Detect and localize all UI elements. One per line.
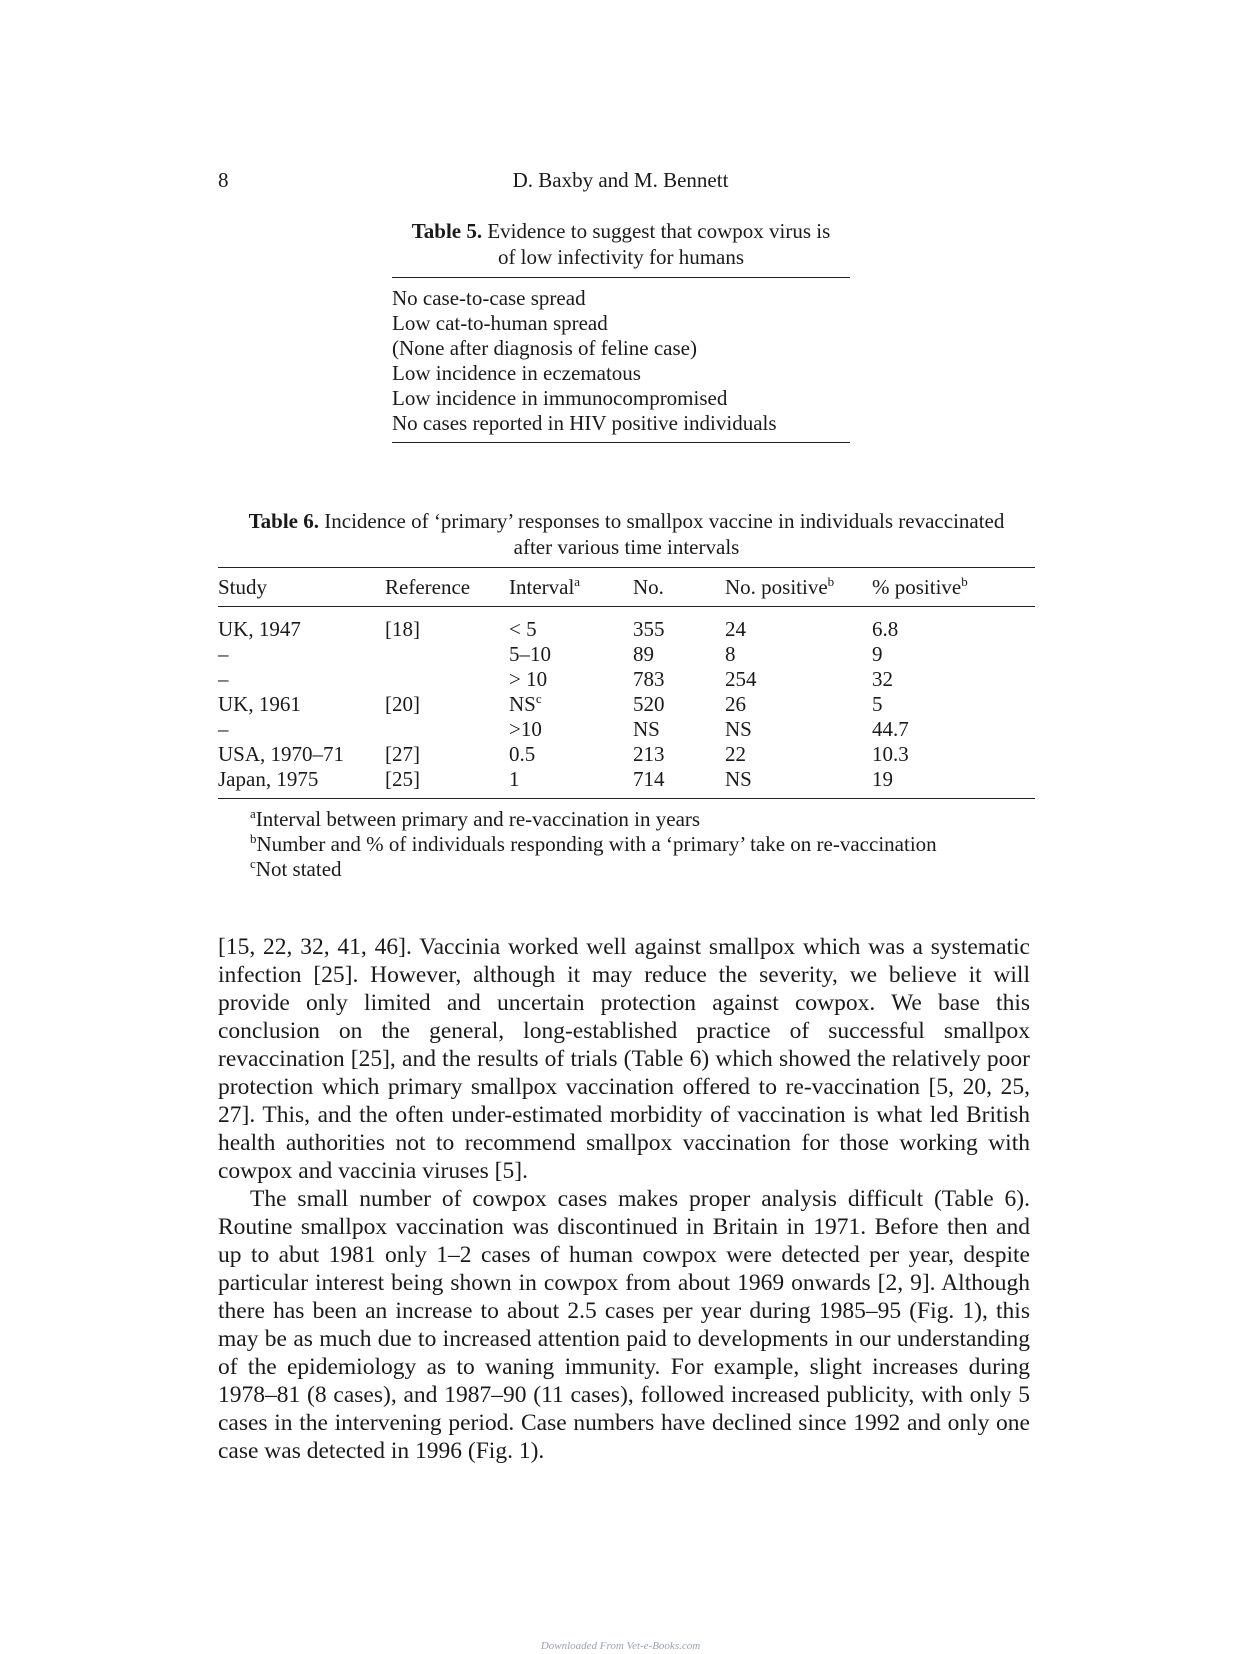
list-item: Low cat-to-human spread bbox=[392, 311, 608, 335]
cell-study bbox=[218, 692, 385, 717]
cell-study-text: UK, 1961 bbox=[218, 692, 301, 716]
table-row bbox=[218, 642, 1035, 667]
cell-no-positive-text: 24 bbox=[725, 617, 746, 641]
cell-no-positive bbox=[725, 742, 872, 767]
cell-interval-text: 1 bbox=[509, 767, 520, 791]
table-6-caption-line2: after various time intervals bbox=[513, 535, 740, 559]
footnote-mark: c bbox=[250, 856, 256, 871]
table-row bbox=[218, 692, 1035, 717]
cell-pct-positive bbox=[872, 767, 1035, 799]
list-item: Low incidence in immunocompromised bbox=[392, 386, 728, 410]
cell-no-text: 89 bbox=[633, 642, 654, 666]
list-item: Low incidence in eczematous bbox=[392, 361, 641, 385]
cell-no bbox=[633, 667, 725, 692]
footnote-text: Number and % of individuals responding with a ‘primary’ take on re-vaccination bbox=[256, 832, 937, 856]
table-row bbox=[218, 607, 1035, 643]
table-6-label: Table 6. bbox=[248, 509, 320, 533]
cell-pct-positive bbox=[872, 667, 1035, 692]
list-item: No cases reported in HIV positive individuals bbox=[392, 411, 777, 435]
table-row bbox=[218, 667, 1035, 692]
footnote bbox=[250, 832, 1035, 857]
table-5 bbox=[392, 218, 850, 443]
cell-no-positive bbox=[725, 642, 872, 667]
cell-no-positive-text: NS bbox=[725, 767, 752, 791]
cell-interval-text: 0.5 bbox=[509, 742, 536, 766]
cell-no bbox=[633, 642, 725, 667]
cell-pct-positive bbox=[872, 607, 1035, 643]
cell-no-text: 213 bbox=[633, 742, 665, 766]
cell-no-positive-text: 254 bbox=[725, 667, 757, 691]
col-header-study: Study bbox=[218, 574, 268, 599]
table-6-caption-line1: Incidence of ‘primary’ responses to smallpox vaccine in individuals revaccinated bbox=[324, 509, 1005, 533]
cell-reference bbox=[385, 717, 509, 742]
cell-study bbox=[218, 767, 385, 799]
cell-no bbox=[633, 717, 725, 742]
col-header-no-positive-text: No. positive bbox=[725, 574, 828, 599]
cell-interval bbox=[509, 692, 633, 717]
cell-interval bbox=[509, 642, 633, 667]
cell-pct-positive-text: 44.7 bbox=[872, 717, 909, 741]
table-5-caption bbox=[392, 218, 850, 270]
col-header-pct-positive-text: % positive bbox=[872, 574, 962, 599]
table-6-body bbox=[218, 607, 1035, 799]
cell-interval-text: < 5 bbox=[509, 617, 537, 641]
cell-study bbox=[218, 642, 385, 667]
cell-reference bbox=[385, 742, 509, 767]
table-6-grid bbox=[218, 567, 1035, 799]
cell-interval bbox=[509, 742, 633, 767]
cell-reference-text: [20] bbox=[385, 692, 420, 716]
cell-reference-text: [25] bbox=[385, 767, 420, 791]
cell-reference bbox=[385, 642, 509, 667]
cell-reference-text: [27] bbox=[385, 742, 420, 766]
cell-interval-text: NS bbox=[509, 692, 536, 716]
cell-no bbox=[633, 742, 725, 767]
col-header-no: No. bbox=[633, 574, 664, 599]
body-paragraph: The small number of cowpox cases makes proper analysis difficult (Table 6). Routine smallpox vaccination was discontinued in Britain in 1971. Before then and up to abut 1981 only 1–2 cases of human cowpox were detected per year, despite particular interest being shown in cowpox from about 1969 onwards [2, 9]. Although there has been an increase to about 2.5 cases per year during 1985–95 (Fig. 1), this may be as much due to increased attention paid to developments in our understanding of the epidemiology as to waning immunity. For example, slight increases during 1978–81 (8 cases), and 1987–90 (11 cases), followed increased publicity, with only 5 cases in the intervening period. Case numbers have declined since 1992 and only one case was detected in 1996 (Fig. 1). bbox=[218, 1186, 1030, 1464]
footnote-text: Interval between primary and re-vaccination in years bbox=[255, 807, 701, 831]
cell-interval bbox=[509, 607, 633, 643]
download-watermark: Downloaded From Vet-e-Books.com bbox=[540, 1640, 701, 1652]
table-5-caption-line1: Evidence to suggest that cowpox virus is bbox=[487, 219, 831, 243]
cell-pct-positive bbox=[872, 717, 1035, 742]
cell-study-text: – bbox=[218, 667, 229, 691]
page-number: 8 bbox=[218, 168, 229, 192]
col-header-reference: Reference bbox=[385, 574, 471, 599]
cell-interval bbox=[509, 767, 633, 799]
footnote bbox=[250, 857, 1035, 882]
col-header-pct-positive bbox=[872, 568, 1035, 607]
cell-no-positive bbox=[725, 692, 872, 717]
body-paragraph: [15, 22, 32, 41, 46]. Vaccinia worked well against smallpox which was a systematic infection [25]. However, although it may reduce the severity, we believe it will provide only limited and uncertain protection against cowpox. We base this conclusion on the general, long-established practice of successful smallpox revaccination [25], and the results of trials (Table 6) which showed the relatively poor protection which primary smallpox vaccination offered to re-vaccination [5, 20, 25, 27]. This, and the often under-estimated morbidity of vaccination is what led British health authorities not to recommend smallpox vaccination for those working with cowpox and vaccinia viruses [5]. bbox=[218, 934, 1030, 1184]
footnote-mark: b bbox=[250, 831, 257, 846]
cell-no-positive bbox=[725, 607, 872, 643]
list-item: No case-to-case spread bbox=[392, 286, 586, 310]
table-5-bottom-rule bbox=[392, 442, 850, 443]
cell-pct-positive-text: 5 bbox=[872, 692, 883, 716]
table-5-list bbox=[392, 278, 850, 442]
cell-pct-positive-text: 10.3 bbox=[872, 742, 909, 766]
cell-study-text: – bbox=[218, 717, 229, 741]
cell-pct-positive bbox=[872, 692, 1035, 717]
cell-no-positive bbox=[725, 667, 872, 692]
body-text bbox=[218, 933, 1030, 1465]
cell-reference-text: [18] bbox=[385, 617, 420, 641]
table-row bbox=[218, 767, 1035, 799]
cell-no bbox=[633, 767, 725, 799]
footnote bbox=[250, 807, 1035, 832]
cell-no-positive-text: 22 bbox=[725, 742, 746, 766]
cell-no-text: 783 bbox=[633, 667, 665, 691]
cell-interval bbox=[509, 667, 633, 692]
cell-interval-text: >10 bbox=[509, 717, 542, 741]
cell-pct-positive-text: 9 bbox=[872, 642, 883, 666]
footnote-mark: a bbox=[574, 573, 581, 589]
table-row bbox=[218, 717, 1035, 742]
cell-interval bbox=[509, 717, 633, 742]
cell-reference bbox=[385, 607, 509, 643]
cell-no-positive bbox=[725, 767, 872, 799]
cell-pct-positive bbox=[872, 742, 1035, 767]
footnote-mark: a bbox=[250, 806, 256, 821]
cell-no-text: 355 bbox=[633, 617, 665, 641]
cell-no-text: 520 bbox=[633, 692, 665, 716]
cell-study-text: – bbox=[218, 642, 229, 666]
cell-study-text: UK, 1947 bbox=[218, 617, 301, 641]
cell-interval-text: 5–10 bbox=[509, 642, 551, 666]
footnote-mark: c bbox=[535, 691, 542, 706]
cell-no-positive bbox=[725, 717, 872, 742]
cell-pct-positive-text: 19 bbox=[872, 767, 893, 791]
table-5-label: Table 5. bbox=[411, 219, 483, 243]
cell-study-text: Japan, 1975 bbox=[218, 767, 319, 791]
cell-no bbox=[633, 692, 725, 717]
running-head: D. Baxby and M. Bennett bbox=[512, 168, 729, 192]
table-6-footnotes bbox=[218, 807, 1035, 882]
cell-study-text: USA, 1970–71 bbox=[218, 742, 345, 766]
cell-no-positive-text: 26 bbox=[725, 692, 746, 716]
cell-study bbox=[218, 667, 385, 692]
cell-reference bbox=[385, 667, 509, 692]
cell-no-text: 714 bbox=[633, 767, 665, 791]
cell-no bbox=[633, 607, 725, 643]
cell-pct-positive-text: 6.8 bbox=[872, 617, 899, 641]
list-item: (None after diagnosis of feline case) bbox=[392, 336, 697, 360]
footnote-mark: b bbox=[827, 573, 835, 589]
col-header-interval bbox=[509, 568, 633, 607]
cell-reference bbox=[385, 692, 509, 717]
cell-no-text: NS bbox=[633, 717, 660, 741]
col-header-no-positive bbox=[725, 568, 872, 607]
table-6 bbox=[218, 508, 1035, 882]
cell-study bbox=[218, 717, 385, 742]
footnote-mark: b bbox=[961, 573, 968, 589]
table-6-caption bbox=[218, 508, 1035, 560]
cell-no-positive-text: NS bbox=[725, 717, 752, 741]
col-header-interval-text: Interval bbox=[509, 574, 575, 599]
cell-pct-positive bbox=[872, 642, 1035, 667]
cell-study bbox=[218, 742, 385, 767]
cell-reference bbox=[385, 767, 509, 799]
cell-study bbox=[218, 607, 385, 643]
table-5-caption-line2: of low infectivity for humans bbox=[497, 245, 745, 269]
cell-pct-positive-text: 32 bbox=[872, 667, 893, 691]
cell-interval-text: > 10 bbox=[509, 667, 548, 691]
table-header-row bbox=[218, 568, 1035, 607]
footnote-text: Not stated bbox=[255, 857, 342, 881]
cell-no-positive-text: 8 bbox=[725, 642, 736, 666]
table-row bbox=[218, 742, 1035, 767]
